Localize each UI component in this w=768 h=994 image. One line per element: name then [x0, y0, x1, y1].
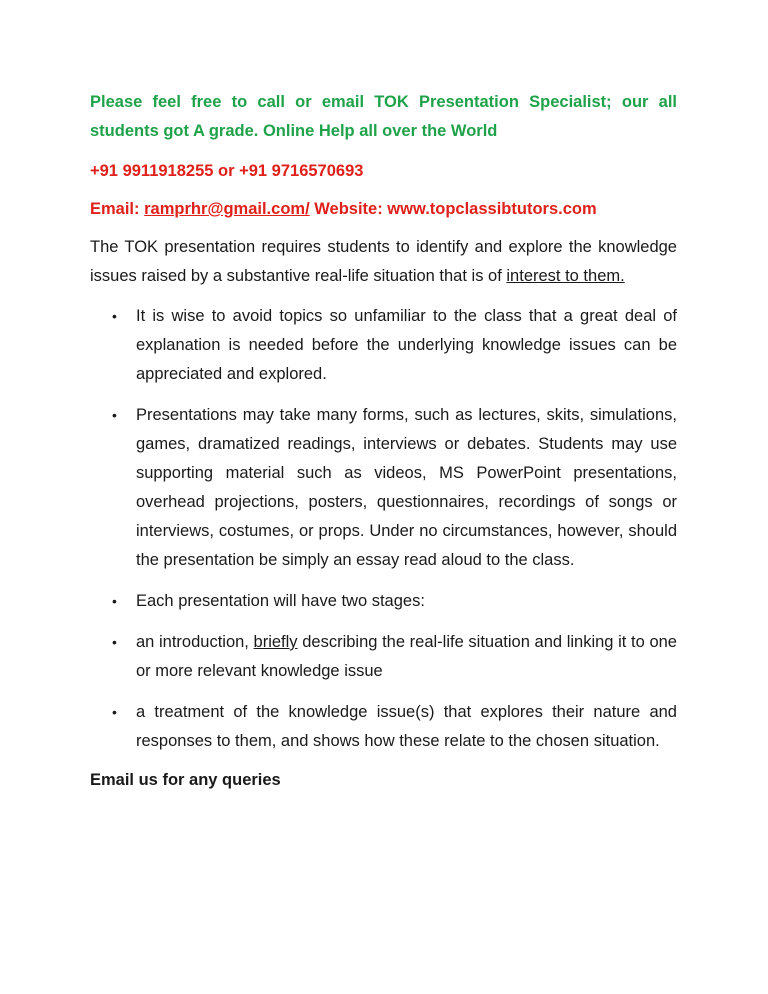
list-item	[90, 302, 677, 389]
promo-heading: Please feel free to call or email TOK Presentation Specialist; our all students got A grade. Online Help all over the World	[90, 93, 677, 140]
list-item	[90, 401, 677, 575]
list-item	[90, 587, 677, 616]
phone-numbers: +91 9911918255 or +91 9716570693	[90, 162, 364, 180]
bullet-icon: •	[112, 407, 117, 423]
list-item-text: Each presentation will have two stages:	[136, 592, 425, 610]
bullet-icon: •	[112, 704, 117, 720]
email-label: Email:	[90, 200, 145, 218]
closing-line: Email us for any queries	[90, 771, 281, 789]
list-item-text-post: describing the real-life situation and linking it to one or more relevant knowledge issue	[136, 633, 677, 680]
list-item-text	[136, 628, 677, 686]
bullet-list	[90, 302, 677, 756]
email-link[interactable]: ramprhr@gmail.com/	[144, 200, 310, 218]
list-item-underlined: briefly	[253, 633, 298, 651]
list-item-text: It is wise to avoid topics so unfamiliar to the class that a great deal of explanation is needed before the underlying knowledge issues can be appreciated and explored.	[136, 307, 677, 383]
bullet-icon: •	[112, 308, 117, 324]
list-item	[90, 628, 677, 686]
intro-text: The TOK presentation requires students to identify and explore the knowledge issues raised by a substantive real-life situation that is of	[90, 238, 677, 285]
list-item	[90, 698, 677, 756]
website-text: Website: www.topclassibtutors.com	[309, 200, 597, 218]
bullet-icon: •	[112, 593, 117, 609]
intro-underlined: interest to them.	[506, 267, 625, 285]
list-item-text-pre: an introduction,	[136, 633, 254, 651]
contact-line	[90, 195, 677, 224]
list-item-text: a treatment of the knowledge issue(s) that explores their nature and responses to them, and shows how these relate to the chosen situation.	[136, 703, 677, 750]
bullet-icon: •	[112, 634, 117, 650]
list-item-text: Presentations may take many forms, such as lectures, skits, simulations, games, dramatized readings, interviews or debates. Students may use supporting material such as videos, MS PowerPoint presentations, overhead projections, posters, questionnaires, recordings of songs or interviews, costumes, or props. Under no circumstances, however, should the presentation be simply an essay read aloud to the class.	[136, 406, 677, 569]
intro-paragraph	[90, 233, 677, 291]
document-page	[90, 88, 677, 795]
